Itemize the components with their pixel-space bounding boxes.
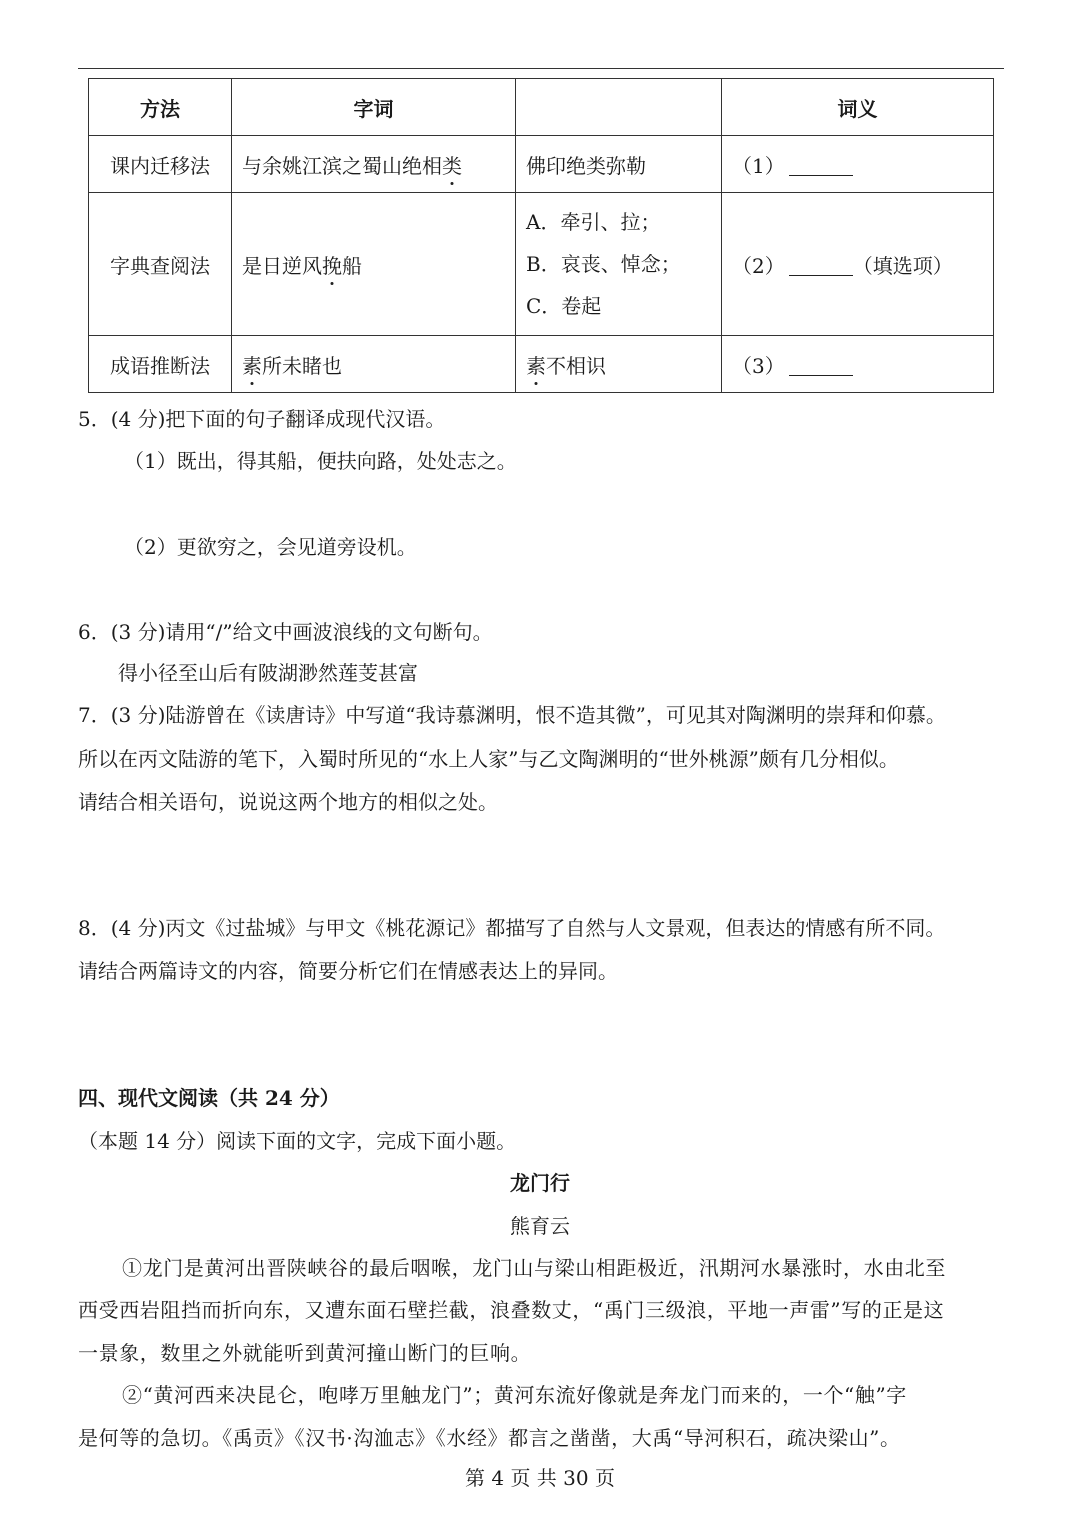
paragraph-1-line-1: ①龙门是黄河出晋陕峡谷的最后咽喉，龙门山与梁山相距极近，汛期河水暴涨时，水由北至 — [122, 1256, 946, 1280]
compare-cell: 佛印绝类弥勒 — [516, 136, 722, 193]
emphasis-char: 素 — [526, 353, 546, 378]
paragraph-2-line-1: ②“黄河西来决昆仑，咆哮万里触龙门”；黄河东流好像就是奔龙门而来的，一个“触”字 — [122, 1383, 907, 1407]
header-word: 字词 — [232, 79, 516, 136]
answer-blank[interactable] — [789, 359, 853, 376]
question-6-prompt: 6．(3 分)请用“/”给文中画波浪线的文句断句。 — [78, 620, 493, 644]
question-7-line-1: 7．(3 分)陆游曾在《读唐诗》中写道“我诗慕渊明，恨不造其微”，可见其对陶渊明的崇拜和仰慕。 — [78, 703, 946, 727]
meaning-cell — [722, 136, 994, 193]
method-cell: 课内迁移法 — [89, 136, 232, 193]
section-4-intro: （本题 14 分）阅读下面的文字，完成下面小题。 — [78, 1129, 517, 1153]
answer-blank[interactable] — [789, 259, 853, 276]
page-footer: 第 4 页 共 30 页 — [465, 1466, 615, 1490]
option-c: C．卷起 — [526, 294, 602, 318]
question-7-line-3: 请结合相关语句，说说这两个地方的相似之处。 — [78, 790, 498, 814]
compare-cell — [516, 336, 722, 393]
table-row — [89, 193, 994, 336]
option-b: B．哀丧、悼念； — [526, 252, 681, 276]
emphasis-char: 素 — [242, 353, 262, 378]
word-text: 与余姚江滨之蜀山绝相 — [242, 153, 442, 178]
emphasis-char: 挽 — [322, 253, 342, 278]
table-header-row — [89, 79, 994, 136]
header-compare — [516, 79, 722, 136]
word-text: 船 — [342, 253, 362, 278]
compare-text: 不相识 — [546, 353, 606, 378]
method-cell: 成语推断法 — [89, 336, 232, 393]
meaning-cell — [722, 193, 994, 336]
paragraph-1-line-2: 西受西岩阻挡而折向东，又遭东面石壁拦截，浪叠数丈，“禹门三级浪，平地一声雷”写的正是这 — [78, 1298, 945, 1322]
question-7-line-2: 所以在丙文陆游的笔下，入蜀时所见的“水上人家”与乙文陶渊明的“世外桃源”颇有几分相似。 — [78, 747, 899, 771]
meaning-cell — [722, 336, 994, 393]
header-rule — [78, 68, 1004, 69]
word-text: 所未睹也 — [262, 353, 342, 378]
question-5-sentence-1: （1）既出，得其船，便扶向路，处处志之。 — [124, 449, 517, 473]
article-title: 龙门行 — [510, 1171, 570, 1195]
options-cell — [516, 193, 722, 336]
question-8-line-2: 请结合两篇诗文的内容，简要分析它们在情感表达上的异同。 — [78, 959, 618, 983]
meaning-label: （3） — [732, 353, 785, 378]
question-5-prompt: 5．(4 分)把下面的句子翻译成现代汉语。 — [78, 407, 446, 431]
word-text: 是日逆风 — [242, 253, 322, 278]
header-method: 方法 — [89, 79, 232, 136]
paragraph-2-line-2: 是何等的急切。《禹贡》《汉书·沟洫志》《水经》都言之凿凿，大禹“导河积石，疏决梁山”。 — [78, 1426, 901, 1450]
table-row — [89, 336, 994, 393]
word-cell — [232, 136, 516, 193]
section-4-heading: 四、现代文阅读（共 24 分） — [78, 1086, 340, 1110]
meaning-label: （2） — [732, 253, 785, 278]
word-cell — [232, 193, 516, 336]
paragraph-1-line-3: 一景象，数里之外就能听到黄河撞山断门的巨响。 — [78, 1341, 532, 1365]
question-6-text: 得小径至山后有陂湖渺然莲芰甚富 — [118, 661, 418, 685]
method-cell: 字典查阅法 — [89, 193, 232, 336]
meaning-label: （1） — [732, 153, 785, 178]
answer-blank[interactable] — [789, 159, 853, 176]
emphasis-char: 类 — [442, 153, 462, 178]
word-cell — [232, 336, 516, 393]
table-row — [89, 136, 994, 193]
fill-option-hint: （填选项） — [852, 253, 953, 278]
article-author: 熊育云 — [510, 1214, 570, 1238]
question-8-line-1: 8．(4 分)丙文《过盐城》与甲文《桃花源记》都描写了自然与人文景观，但表达的情感有所不同。 — [78, 916, 946, 940]
vocabulary-table — [88, 78, 994, 393]
header-meaning: 词义 — [722, 79, 994, 136]
question-5-sentence-2: （2）更欲穷之，会见道旁设机。 — [124, 535, 417, 559]
option-a: A．牵引、拉； — [526, 210, 661, 234]
